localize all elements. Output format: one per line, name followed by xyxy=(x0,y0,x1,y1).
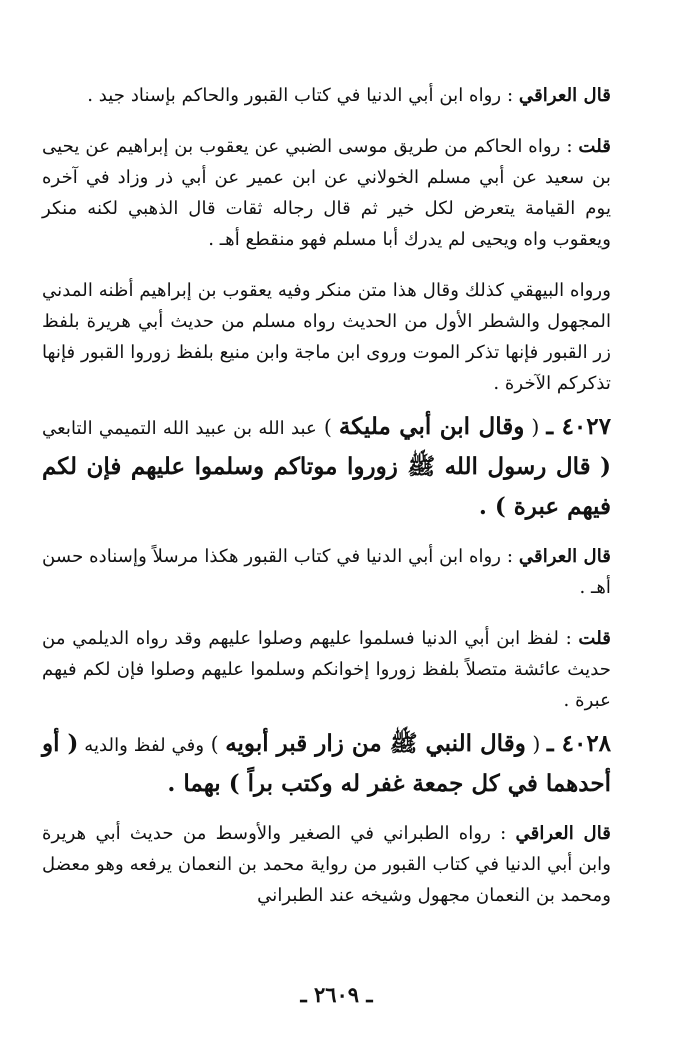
paragraph-text: : لفظ ابن أبي الدنيا فسلموا عليهم وصلوا عليهم وقد رواه الديلمي من حديث عائشة متصلاً بلفظ زوروا إخوانكم وسلموا عليهم وصلوا فإن لكم فيهم عبرة . xyxy=(42,628,611,711)
paragraph-iraqi-3 xyxy=(42,818,611,911)
hadith-4028 xyxy=(42,724,611,804)
paragraph-text: : رواه الحاكم من طريق موسى الضبي عن يعقوب بن إبراهيم عن يحيى بن سعيد عن أبي مسلم الخولاني عن ابن عمير عن أبي ذر وزاد في آخره يوم القيامة يتعرض لكل خير ثم قال رجاله ثقات قال الذهبي لكنه منكر ويعقوب واه ويحيى لم يدرك أبا مسلم فهو منقطع أهـ . xyxy=(42,136,611,250)
paragraph-text: ورواه البيهقي كذلك وقال هذا متن منكر وفيه يعقوب بن إبراهيم أظنه المدني المجهول والشطر الأول من الحديث رواه مسلم من حديث أبي هريرة بلفظ زر القبور فإنها تذكر الموت وروى ابن ماجة وابن منيع بلفظ زوروا القبور فإنها تذكركم الآخرة . xyxy=(42,280,611,394)
hadith-quote: ( قال رسول الله ﷺ زوروا موتاكم وسلموا عليهم فإن لكم فيهم عبرة ) . xyxy=(42,453,611,520)
hadith-quote: ( أو أحدهما في كل جمعة غفر له وكتب براً ) بهما . xyxy=(42,730,611,797)
paragraph-text: : رواه الطبراني في الصغير والأوسط من حديث أبي هريرة وابن أبي الدنيا في كتاب القبور من رواية محمد بن النعمان يرفعه وهو معضل ومحمد بن النعمان مجهول وشيخه عند الطبراني xyxy=(42,823,611,906)
paragraph-gap xyxy=(42,111,611,131)
bracket-open: ( xyxy=(525,732,547,756)
paragraph-gap xyxy=(42,603,611,623)
hadith-plain-text: عبد الله بن عبيد الله التميمي التابعي xyxy=(42,418,317,439)
hadith-narrator: وقال النبي ﷺ من زار قبر أبويه xyxy=(225,730,526,757)
bracket-close: ) xyxy=(316,415,339,439)
paragraph-gap xyxy=(42,804,611,818)
speaker-label: قلت xyxy=(578,628,611,649)
paragraph-text: : رواه ابن أبي الدنيا في كتاب القبور والحاكم بإسناد جيد . xyxy=(87,85,519,106)
speaker-label: قال العراقي xyxy=(518,546,611,567)
hadith-plain-text: وفي لفظ والديه xyxy=(78,735,205,756)
paragraph-qult-1 xyxy=(42,131,611,255)
paragraph-gap xyxy=(42,255,611,275)
hadith-4027 xyxy=(42,407,611,527)
paragraph-iraqi-1 xyxy=(42,80,611,111)
page-number: ـ ٢٦٠٩ ـ xyxy=(300,982,373,1007)
paragraph-iraqi-2 xyxy=(42,541,611,603)
speaker-label: قال العراقي xyxy=(518,85,611,106)
paragraph-bayhaqi xyxy=(42,275,611,399)
bracket-open: ( xyxy=(524,415,547,439)
bracket-close: ) xyxy=(204,732,226,756)
paragraph-text: : رواه ابن أبي الدنيا في كتاب القبور هكذا مرسلاً وإسناده حسن أهـ . xyxy=(42,546,611,598)
speaker-label: قال العراقي xyxy=(515,823,611,844)
hadith-number: ٤٠٢٨ ـ xyxy=(546,730,612,757)
speaker-label: قلت xyxy=(578,136,611,157)
paragraph-qult-2 xyxy=(42,623,611,716)
hadith-narrator: وقال ابن أبي مليكة xyxy=(338,413,525,440)
hadith-number: ٤٠٢٧ ـ xyxy=(546,413,611,440)
paragraph-gap xyxy=(42,527,611,541)
